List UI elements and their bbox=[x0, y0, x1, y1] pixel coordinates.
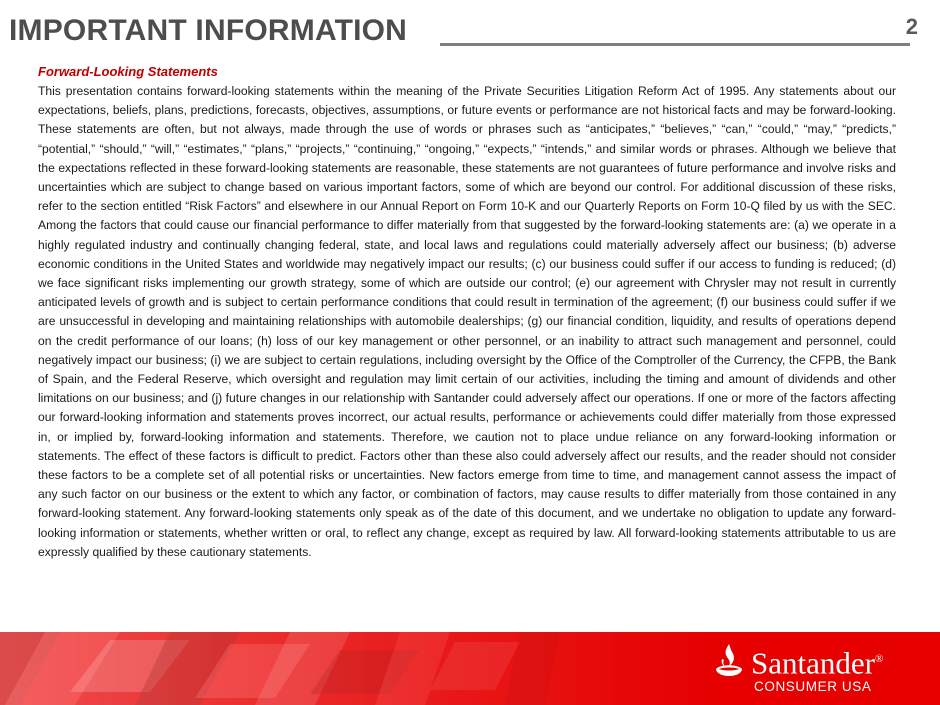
disclaimer-paragraph: This presentation contains forward-looking statements within the meaning of the Private Securities Litigation Reform Act of 1995. Any statements about our expectations, beliefs, plans, predictions, forecasts, objectives, assumptions, or future events or performance are not historical facts and may be forward-looking. These statements are often, but not always, made through the use of words or phrases such as “anticipates,” “believes,” “can,” “could,” “may,” “predicts,” “potential,” “should,” “will,” “estimates,” “plans,” “projects,” “continuing,” “ongoing,” “expects,” “intends,” and similar words or phrases. Although we believe that the expectations reflected in these forward-looking statements are reasonable, these statements are not guarantees of future performance and involve risks and uncertainties which are subject to change based on various important factors, some of which are beyond our control. For additional discussion of these risks, refer to the section entitled “Risk Factors” and elsewhere in our Annual Report on Form 10-K and our Quarterly Reports on Form 10-Q filed by us with the SEC. Among the factors that could cause our financial performance to differ materially from that suggested by the forward-looking statements are: (a) we operate in a highly regulated industry and continually changing federal, state, and local laws and regulations could materially adversely affect our business; (b) adverse economic conditions in the United States and worldwide may negatively impact our results; (c) our business could suffer if our access to funding is reduced; (d) we face significant risks implementing our growth strategy, some of which are outside our control; (e) our agreement with Chrysler may not result in currently anticipated levels of growth and is subject to certain performance conditions that could result in termination of the agreement; (f) our business could suffer if we are unsuccessful in developing and maintaining relationships with automobile dealerships; (g) our financial condition, liquidity, and results of operations depend on the credit performance of our loans; (h) loss of our key management or other personnel, or an inability to attract such management and personnel, could negatively impact our business; (i) we are subject to certain regulations, including oversight by the Office of the Comptroller of the Currency, the CFPB, the Bank of Spain, and the Federal Reserve, which oversight and regulation may limit certain of our activities, including the timing and amount of dividends and other limitations on our business; and (j) future changes in our relationship with Santander could adversely affect our operations. If one or more of the factors affecting our forward-looking information and statements proves incorrect, our actual results, performance or achievements could differ materially from those expressed in, or implied by, forward-looking information and statements. Therefore, we caution not to place undue reliance on any forward-looking information or statements. The effect of these factors is difficult to predict. Factors other than these also could adversely affect our results, and the reader should not consider these factors to be a complete set of all potential risks or uncertainties. New factors emerge from time to time, and management cannot assess the impact of any such factor on our business or the extent to which any factor, or combination of factors, may cause results to differ materially from those contained in any forward-looking statement. Any forward-looking statements only speak as of the date of this document, and we undertake no obligation to update any forward-looking information or statements, whether written or oral, to reflect any change, except as required by law. All forward-looking statements attributable to us are expressly qualified by these cautionary statements. bbox=[38, 84, 896, 559]
main-content bbox=[38, 63, 896, 562]
santander-logo bbox=[714, 640, 914, 700]
brand-name-text: Santander bbox=[751, 645, 875, 681]
brand-name bbox=[751, 640, 883, 682]
brand-subtitle: CONSUMER USA bbox=[754, 679, 872, 694]
registered-mark: ® bbox=[874, 653, 884, 665]
footer-banner bbox=[0, 632, 940, 705]
page-number: 2 bbox=[905, 14, 918, 39]
section-heading: Forward-Looking Statements bbox=[38, 64, 218, 79]
flame-logo-icon bbox=[714, 642, 744, 678]
page-title: IMPORTANT INFORMATION bbox=[9, 14, 408, 47]
footer-decorative-pattern bbox=[0, 632, 720, 705]
title-divider bbox=[440, 43, 910, 46]
slide-header bbox=[0, 0, 940, 52]
